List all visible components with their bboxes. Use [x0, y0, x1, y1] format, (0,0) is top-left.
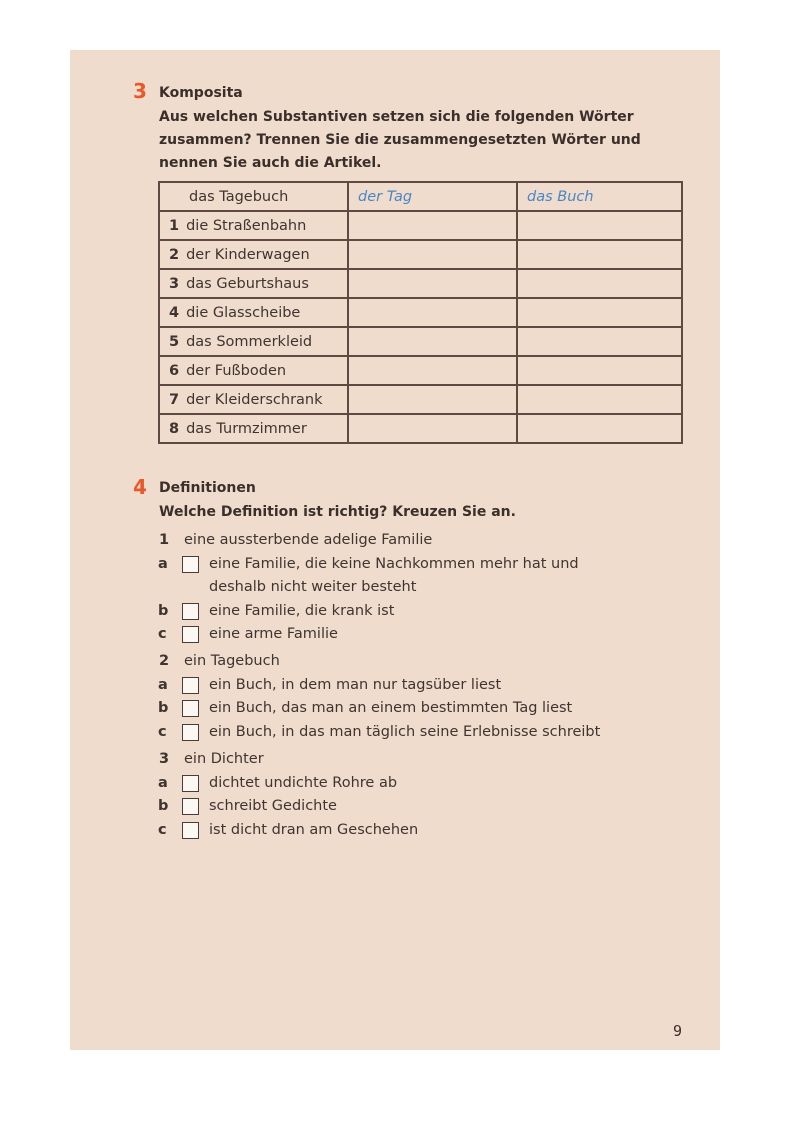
- answer-cell[interactable]: [517, 414, 682, 443]
- answer-cell[interactable]: [348, 240, 517, 269]
- question-term: ein Dichter: [184, 751, 264, 767]
- example-word: das Tagebuch: [159, 182, 348, 211]
- exercise-4-number: 4: [133, 475, 147, 499]
- example-row: [159, 182, 682, 211]
- answer-cell[interactable]: [517, 356, 682, 385]
- checkbox[interactable]: [182, 822, 199, 839]
- checkbox[interactable]: [182, 556, 199, 573]
- checkbox[interactable]: [182, 798, 199, 815]
- table-row: 1 die Straßenbahn: [159, 211, 682, 240]
- question-number: 1: [159, 532, 170, 548]
- answer-cell[interactable]: [348, 385, 517, 414]
- compound-table: [158, 181, 683, 444]
- checkbox[interactable]: [182, 724, 199, 741]
- checkbox[interactable]: [182, 626, 199, 643]
- answer-cell[interactable]: [517, 298, 682, 327]
- answer-cell[interactable]: [348, 269, 517, 298]
- question-term: eine aussterbende adelige Familie: [184, 532, 433, 548]
- table-row: 6 der Fußboden: [159, 356, 682, 385]
- example-part1: der Tag: [348, 182, 517, 211]
- table-row: 4 die Glasscheibe: [159, 298, 682, 327]
- question-term: ein Tagebuch: [184, 653, 280, 669]
- checkbox[interactable]: [182, 700, 199, 717]
- question-number: 2: [159, 653, 170, 669]
- exercise-3-instruction: Aus welchen Substantiven setzen sich die folgenden Wörter zusammen? Trennen Sie die zusammengesetzten Wörter und nennen Sie auch die Artikel.: [159, 109, 641, 171]
- answer-cell[interactable]: [517, 385, 682, 414]
- answer-cell[interactable]: [517, 240, 682, 269]
- table-row: 5 das Sommerkleid: [159, 327, 682, 356]
- answer-cell[interactable]: [517, 269, 682, 298]
- answer-cell[interactable]: [348, 356, 517, 385]
- exercise-4-title: Definitionen: [159, 480, 256, 496]
- exercise-3-title: Komposita: [159, 85, 243, 101]
- page-number: 9: [672, 1022, 682, 1040]
- table-row: 8 das Turmzimmer: [159, 414, 682, 443]
- exercise-4-instruction: Welche Definition ist richtig? Kreuzen Sie an.: [159, 504, 516, 520]
- table-row: 3 das Geburtshaus: [159, 269, 682, 298]
- exercise-3-number: 3: [133, 79, 147, 103]
- table-row: 2 der Kinderwagen: [159, 240, 682, 269]
- table-row: 7 der Kleiderschrank: [159, 385, 682, 414]
- answer-cell[interactable]: [517, 211, 682, 240]
- workbook-page: 3 Komposita Aus welchen Substantiven setzen sich die folgenden Wörter zusammen? Trennen Sie die zusammengesetzten Wörter und nennen Sie auch die Artikel. das Tagebuch der Tag das Buch 1 die Straßenbahn 2 der Kinderwagen 3 das Geburtshaus 4 die Glasscheibe 5 das Sommerkleid 6 der Fußboden 7 der Kleiderschrank 8 das Turmzimmer 4 Definitionen Welche Definition ist richtig? Kreuzen Sie an. 1 eine aussterbende adelige Familie a eine Familie, die keine Nachkommen mehr hat und deshalb nicht weiter besteht b eine Familie, die krank ist c eine arme Familie 2 ein Tagebuch a ein Buch, in dem man nur tagsüber liest b ein Buch, das man an einem bestimmten Tag liest c ein Buch, in das man täglich seine Erlebnisse schreibt 3 ein Dichter a dichtet undichte Rohre ab b schreibt Gedichte c ist dicht dran am Geschehen 9: [70, 50, 720, 1050]
- answer-cell[interactable]: [348, 211, 517, 240]
- checkbox[interactable]: [182, 775, 199, 792]
- question-number: 3: [159, 751, 170, 767]
- answer-cell[interactable]: [517, 327, 682, 356]
- answer-cell[interactable]: [348, 327, 517, 356]
- checkbox[interactable]: [182, 603, 199, 620]
- example-part2: das Buch: [517, 182, 682, 211]
- checkbox[interactable]: [182, 677, 199, 694]
- answer-cell[interactable]: [348, 298, 517, 327]
- answer-cell[interactable]: [348, 414, 517, 443]
